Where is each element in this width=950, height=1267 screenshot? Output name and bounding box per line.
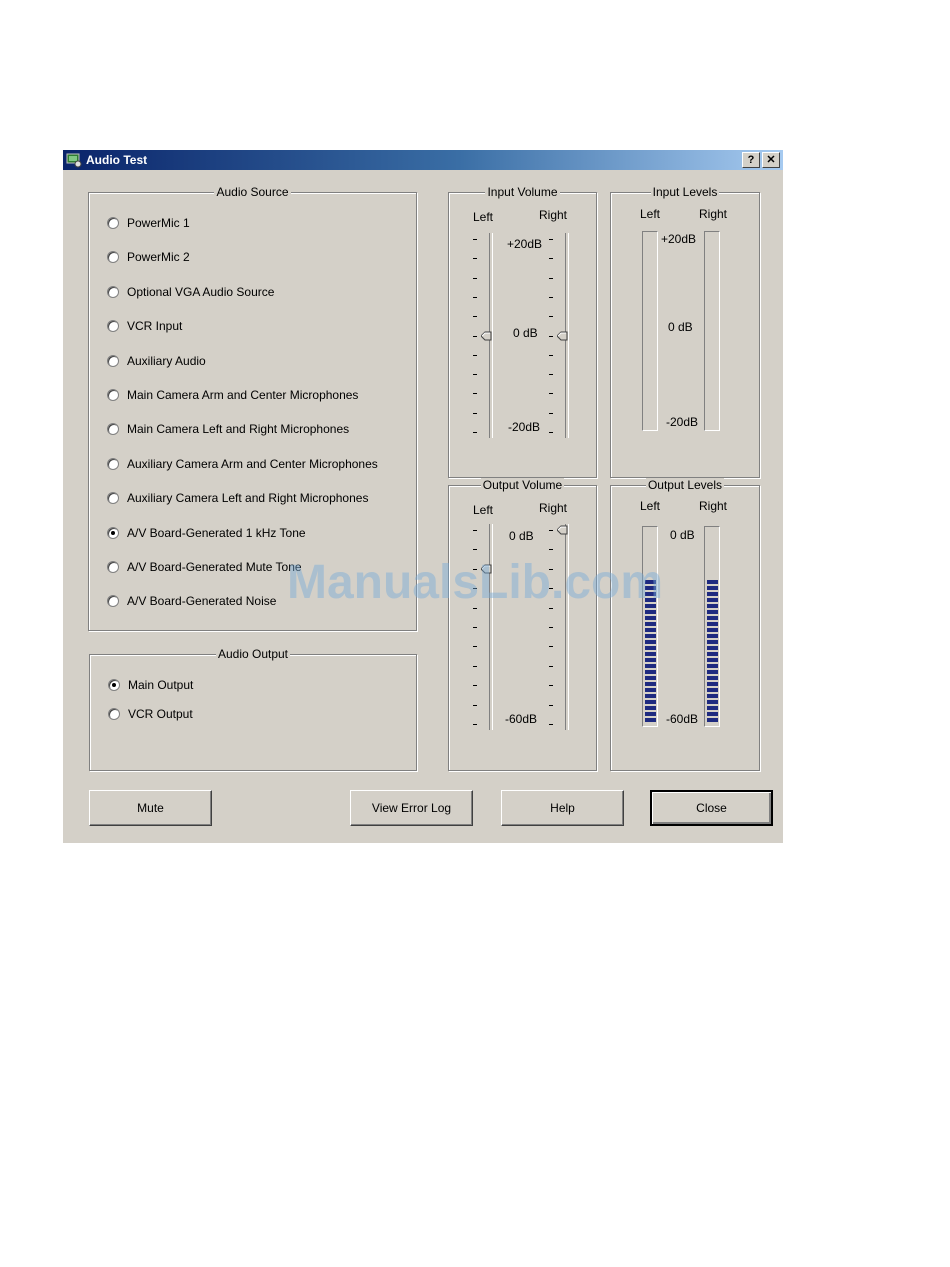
input-volume-mid-label: 0 dB — [513, 326, 538, 340]
slider-tick — [473, 588, 477, 589]
audio-source-radio[interactable] — [107, 423, 119, 435]
meter-segment — [707, 682, 718, 686]
audio-source-option-label: A/V Board-Generated Noise — [127, 594, 277, 609]
audio-source-radio[interactable] — [107, 217, 119, 229]
meter-segment — [707, 700, 718, 704]
audio-source-option-label: A/V Board-Generated Mute Tone — [127, 560, 302, 574]
slider-tick — [473, 608, 477, 609]
slider-tick — [473, 393, 477, 394]
input-levels-right-label: Right — [699, 207, 728, 221]
slider-tick — [549, 432, 553, 433]
meter-segment — [645, 616, 656, 620]
input-levels-bottom-label: -20dB — [666, 415, 699, 429]
audio-source-option[interactable] — [107, 387, 358, 403]
slider-tick — [473, 530, 477, 531]
audio-source-radio[interactable] — [107, 458, 119, 470]
slider-track — [489, 524, 493, 730]
slider-tick — [473, 239, 477, 240]
input-volume-right-slider[interactable] — [545, 233, 575, 438]
slider-tick — [549, 608, 553, 609]
audio-output-option-label: Main Output — [128, 678, 194, 692]
output-level-right-meter — [704, 526, 720, 727]
meter-segment — [645, 628, 656, 632]
audio-source-option-label: PowerMic 1 — [127, 216, 190, 230]
audio-source-group — [88, 185, 417, 631]
app-icon — [66, 152, 82, 168]
audio-source-option[interactable] — [107, 284, 274, 300]
audio-source-option-label: A/V Board-Generated 1 kHz Tone — [127, 525, 306, 540]
meter-segment — [645, 670, 656, 674]
meter-segment — [645, 688, 656, 692]
slider-tick — [473, 278, 477, 279]
meter-segment — [707, 586, 718, 590]
output-volume-left-slider[interactable] — [469, 524, 499, 730]
slider-tick — [549, 666, 553, 667]
meter-segment — [707, 664, 718, 668]
slider-tick — [549, 724, 553, 725]
slider-tick — [473, 374, 477, 375]
audio-source-radio[interactable] — [107, 320, 119, 332]
meter-segment — [645, 598, 656, 602]
audio-source-option[interactable] — [107, 559, 302, 575]
audio-source-radio[interactable] — [107, 527, 119, 539]
audio-source-radio[interactable] — [107, 389, 119, 401]
audio-source-radio[interactable] — [107, 286, 119, 298]
slider-tick — [473, 569, 477, 570]
view-error-log-button[interactable]: View Error Log — [350, 790, 473, 826]
audio-source-option[interactable] — [107, 593, 276, 609]
meter-segment — [645, 640, 656, 644]
slider-thumb[interactable] — [481, 331, 492, 341]
slider-tick — [473, 549, 477, 550]
slider-tick — [549, 393, 553, 394]
meter-segment — [645, 694, 656, 698]
slider-tick — [473, 646, 477, 647]
audio-source-option[interactable] — [107, 421, 349, 437]
help-title-button[interactable]: ? — [742, 152, 760, 168]
meter-segment — [707, 718, 718, 722]
output-volume-top-label: 0 dB — [509, 529, 534, 543]
slider-tick — [549, 316, 553, 317]
input-levels-left-label: Left — [640, 207, 661, 221]
meter-segment — [707, 592, 718, 596]
meter-segment — [707, 604, 718, 608]
audio-source-option-label: Main Camera Arm and Center Microphones — [127, 388, 359, 402]
slider-tick — [473, 666, 477, 667]
input-level-left-meter — [642, 231, 658, 431]
window-title: Audio Test — [86, 153, 148, 167]
output-levels-right-label: Right — [699, 499, 728, 513]
slider-tick — [473, 627, 477, 628]
slider-tick — [549, 336, 553, 337]
audio-output-radio[interactable] — [108, 679, 120, 691]
meter-segment — [645, 580, 656, 584]
slider-tick — [473, 724, 477, 725]
audio-output-group — [89, 647, 417, 771]
audio-output-legend: Audio Output — [217, 647, 289, 661]
audio-source-option-label: Optional VGA Audio Source — [127, 284, 275, 299]
audio-output-option[interactable] — [108, 706, 193, 722]
output-levels-legend: Output Levels — [647, 478, 723, 492]
meter-segment — [707, 676, 718, 680]
mute-button[interactable]: Mute — [89, 790, 212, 826]
audio-source-option[interactable] — [107, 249, 190, 265]
meter-segment — [707, 646, 718, 650]
slider-tick — [473, 685, 477, 686]
title-bar[interactable] — [63, 150, 783, 170]
slider-track — [565, 524, 569, 730]
slider-tick — [473, 297, 477, 298]
slider-tick — [549, 355, 553, 356]
slider-tick — [473, 258, 477, 259]
audio-source-option-label: VCR Input — [127, 319, 183, 334]
meter-segment — [707, 610, 718, 614]
input-volume-bottom-label: -20dB — [508, 420, 541, 434]
audio-source-radio[interactable] — [107, 355, 119, 367]
audio-source-radio[interactable] — [107, 595, 119, 607]
meter-segment — [645, 610, 656, 614]
slider-tick — [549, 258, 553, 259]
output-volume-left-label: Left — [473, 503, 494, 517]
audio-source-option[interactable] — [107, 318, 182, 334]
meter-segment — [707, 706, 718, 710]
meter-segment — [645, 712, 656, 716]
audio-source-option[interactable] — [107, 215, 190, 231]
output-levels-left-label: Left — [640, 499, 661, 513]
meter-segment — [707, 580, 718, 584]
close-button[interactable]: Close — [650, 790, 773, 826]
meter-segment — [707, 712, 718, 716]
meter-segment — [645, 658, 656, 662]
output-volume-right-label: Right — [539, 501, 568, 515]
meter-segment — [645, 652, 656, 656]
slider-thumb[interactable] — [481, 564, 492, 574]
slider-tick — [549, 549, 553, 550]
meter-segment — [707, 634, 718, 638]
meter-segment — [645, 682, 656, 686]
meter-segment — [645, 664, 656, 668]
audio-output-option[interactable] — [108, 677, 193, 693]
output-volume-right-slider[interactable] — [545, 524, 575, 730]
slider-tick — [473, 432, 477, 433]
slider-tick — [549, 685, 553, 686]
audio-source-option-label: Auxiliary Camera Left and Right Microphones — [127, 491, 369, 506]
audio-source-radio[interactable] — [107, 492, 119, 504]
close-title-button[interactable]: ✕ — [762, 152, 780, 168]
watermark: ManualsLib.com — [286, 556, 664, 609]
audio-test-window — [63, 150, 783, 843]
audio-output-radio[interactable] — [108, 708, 120, 720]
audio-source-radio[interactable] — [107, 561, 119, 573]
meter-segment — [707, 628, 718, 632]
meter-segment — [645, 700, 656, 704]
output-volume-group — [448, 478, 597, 771]
audio-source-option[interactable] — [107, 353, 206, 369]
help-button[interactable]: Help — [501, 790, 624, 826]
slider-tick — [549, 239, 553, 240]
meter-segment — [707, 622, 718, 626]
slider-tick — [549, 588, 553, 589]
slider-thumb[interactable] — [557, 525, 568, 535]
input-volume-left-label: Left — [473, 210, 494, 224]
input-volume-group — [448, 185, 597, 478]
audio-output-option-label: VCR Output — [128, 707, 193, 721]
slider-tick — [549, 705, 553, 706]
input-volume-legend: Input Volume — [487, 185, 558, 199]
audio-source-option[interactable] — [107, 490, 368, 506]
audio-source-option-label: Main Camera Left and Right Microphones — [127, 422, 350, 437]
input-levels-mid-label: 0 dB — [668, 320, 693, 334]
meter-segment — [645, 604, 656, 608]
output-volume-bottom-label: -60dB — [505, 712, 538, 726]
meter-segment — [645, 592, 656, 596]
slider-tick — [473, 413, 477, 414]
slider-tick — [473, 705, 477, 706]
output-level-left-meter — [642, 526, 658, 727]
meter-segment — [645, 706, 656, 710]
audio-source-option[interactable] — [107, 456, 378, 472]
input-level-right-meter — [704, 231, 720, 431]
meter-segment — [645, 634, 656, 638]
slider-tick — [549, 646, 553, 647]
slider-tick — [549, 278, 553, 279]
slider-tick — [549, 627, 553, 628]
input-levels-top-label: +20dB — [661, 232, 697, 246]
slider-tick — [549, 374, 553, 375]
meter-segment — [645, 586, 656, 590]
audio-source-option-label: Auxiliary Camera Arm and Center Microphones — [127, 456, 378, 471]
meter-segment — [645, 622, 656, 626]
meter-segment — [707, 658, 718, 662]
slider-tick — [473, 316, 477, 317]
slider-tick — [549, 530, 553, 531]
meter-segment — [707, 616, 718, 620]
meter-segment — [645, 718, 656, 722]
meter-segment — [707, 652, 718, 656]
audio-source-option-label: Auxiliary Audio — [127, 353, 206, 368]
meter-segment — [645, 676, 656, 680]
input-volume-top-label: +20dB — [507, 237, 543, 251]
output-levels-group — [610, 478, 760, 771]
audio-source-legend: Audio Source — [216, 185, 289, 199]
input-volume-right-label: Right — [539, 208, 568, 222]
input-volume-left-slider[interactable] — [469, 233, 499, 438]
slider-tick — [473, 355, 477, 356]
meter-segment — [707, 688, 718, 692]
meter-segment — [707, 640, 718, 644]
meter-segment — [707, 598, 718, 602]
audio-source-option-label: PowerMic 2 — [127, 250, 190, 265]
meter-segment — [707, 694, 718, 698]
meter-segment — [707, 670, 718, 674]
audio-source-option[interactable] — [107, 525, 306, 541]
slider-tick — [473, 336, 477, 337]
output-levels-bottom-label: -60dB — [666, 712, 699, 726]
slider-tick — [549, 413, 553, 414]
slider-tick — [549, 569, 553, 570]
audio-source-radio[interactable] — [107, 251, 119, 263]
input-levels-group — [610, 185, 760, 478]
slider-tick — [549, 297, 553, 298]
input-levels-legend: Input Levels — [652, 185, 718, 199]
meter-segment — [645, 646, 656, 650]
output-volume-legend: Output Volume — [482, 478, 563, 492]
output-levels-top-label: 0 dB — [670, 528, 695, 542]
slider-thumb[interactable] — [557, 331, 568, 341]
